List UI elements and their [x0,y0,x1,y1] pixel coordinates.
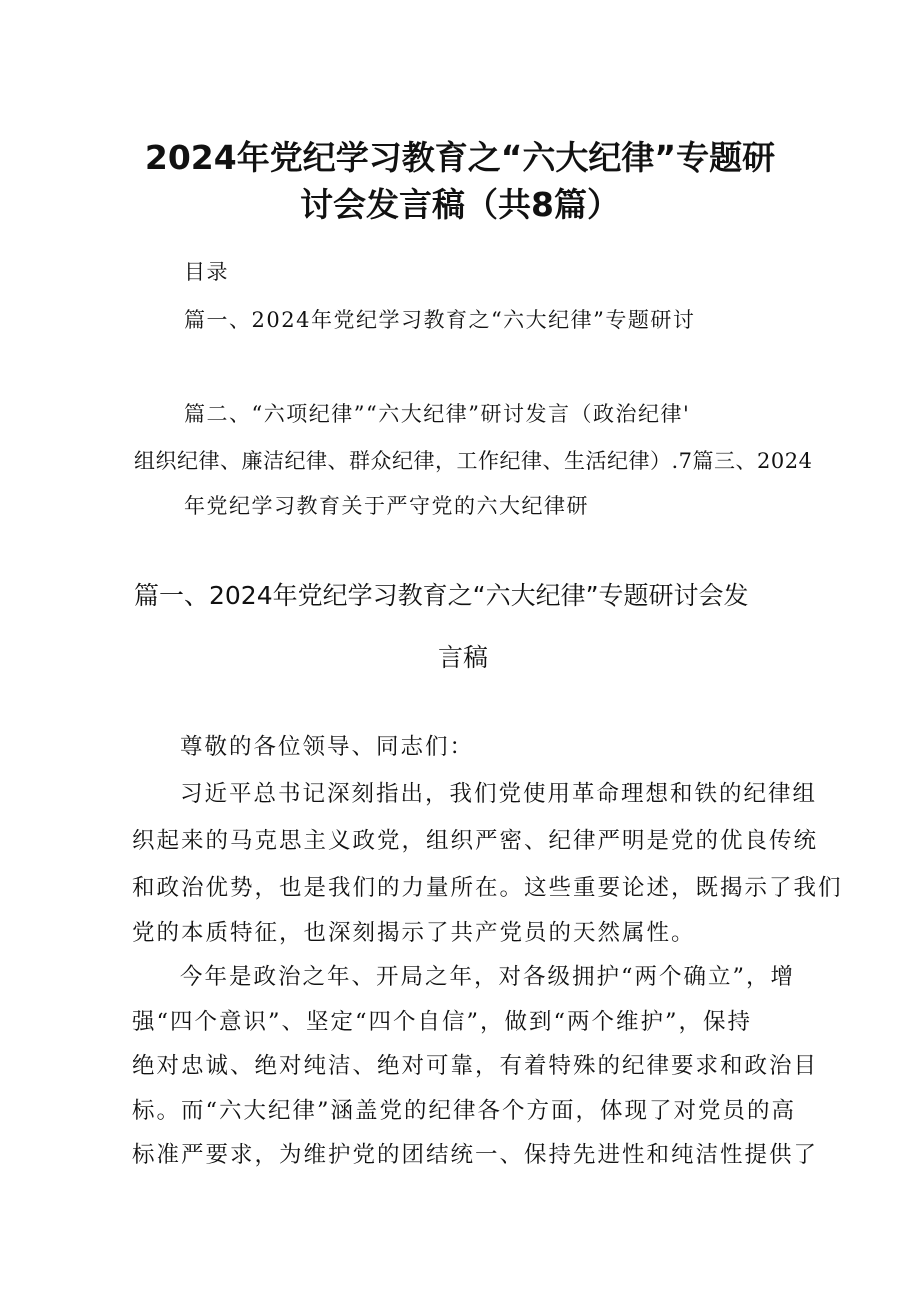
toc-line-3: 组织纪律、廉洁纪律、群众纪律，工作纪律、生活纪律）.7篇三、2024 [134,449,813,473]
toc-line-4: 年党纪学习教育关于严守党的六大纪律研 [184,494,589,518]
body-line: 今年是政治之年、开局之年，对各级拥护“两个确立”，增 [180,964,796,990]
document-title-line-2: 讨会发言稿（共8篇） [300,185,620,224]
body-line: 和政治优势，也是我们的力量所在。这些重要论述，既揭示了我们 [132,875,843,901]
toc-line-1: 篇一、2024年党纪学习教育之“六大纪律”专题研讨 [184,308,696,332]
body-line: 标。而“六大纪律”涵盖党的纪律各个方面，体现了对党员的高 [132,1098,797,1124]
salutation: 尊敬的各位领导、同志们： [180,734,475,760]
body-line: 绝对忠诚、绝对纯洁、绝对可靠，有着特殊的纪律要求和政治目 [132,1053,819,1079]
body-line: 标准严要求，为维护党的团结统一、保持先进性和纯洁性提供了 [132,1142,819,1168]
toc-heading: 目录 [184,260,229,284]
body-line: 强“四个意识”、坚定“四个自信”，做到“两个维护”，保持 [132,1009,753,1035]
toc-line-2: 篇二、“六项纪律”“六大纪律”研讨发言（政治纪律' [184,402,691,426]
body-line: 党的本质特征，也深刻揭示了共产党员的天然属性。 [132,920,696,946]
section-heading-line-1: 篇一、2024年党纪学习教育之“六大纪律”专题研讨会发 [134,581,749,610]
document-title-line-1: 2024年党纪学习教育之“六大纪律”专题研 [144,138,776,177]
body-line: 习近平总书记深刻指出，我们党使用革命理想和铁的纪律组 [180,781,818,807]
body-line: 织起来的马克思主义政党，组织严密、纪律严明是党的优良传统 [132,828,819,854]
section-heading-line-2: 言稿 [438,643,489,672]
